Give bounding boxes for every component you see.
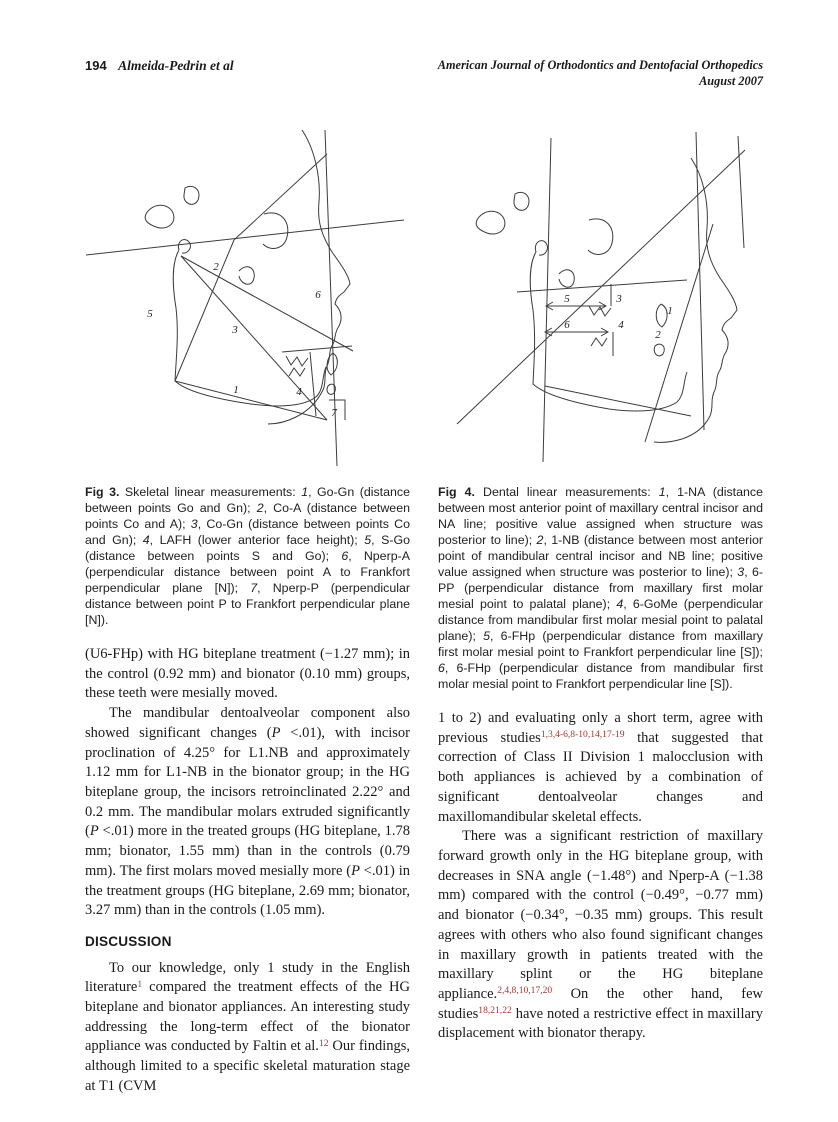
- page-number: 194: [85, 58, 107, 73]
- fig3-pterygoid-shape: [239, 267, 254, 284]
- fig3-label-2: 2: [213, 260, 219, 273]
- fig3-label-4: 4: [296, 385, 302, 398]
- fig3-porion-shape: [145, 205, 174, 228]
- fig3-upper-molars-path: [286, 356, 308, 366]
- paragraph-right-2: There was a significant restriction of maxillary forward growth only in the HG biteplane group, with decreases in SNA angle (−1.48°) and Nperp-A (−1.38 mm) compared with the control (−0.49°, −0.77 mm) and bionator (−0.34°, −0.35 mm) groups. This result agrees with others who also found significant changes in maxillary growth in patients treated with the maxillary splint or the HG biteplane appliance.$^{2,4,8,10,17,20}$ On the other hand, few studies$^{18,21,22}$ have noted a restrictive effect in maxillary displacement with bionator therapy.: [438, 828, 763, 1042]
- fig4-label-3: 3: [616, 292, 622, 305]
- fig4-na-line: [457, 150, 745, 424]
- fig4-orbit-path: [588, 219, 613, 255]
- fig4-image: [438, 124, 760, 472]
- fig4-palatal-plane-line: [517, 280, 687, 292]
- fig4-upper-molars-path: [589, 306, 611, 316]
- fig3-label-3: 3: [232, 323, 238, 336]
- fig3-upper-incisor-path: [327, 353, 337, 375]
- fig4-caption: Fig 4. Dental linear measurements: 1, 1-NA (distance between most anterior point of maxillary central incisor and NA line; positive value assigned when structure was posterior to line); 2, 1-NB (distance between most anterior point of mandibular central incisor and NB line; positive value assigned when structure was posterior to line); 3, 6-PP (perpendicular distance from maxillary first molar mesial point to palatal plane); 4, 6-GoMe (perpendicular distance from mandibular first molar mesial point to palatal plane); 5, 6-FHp (perpendicular distance from maxillary first molar mesial point to Frankfort perpendicular line [S]); 6, 6-FHp (perpendicular distance from mandibular first molar mesial point to Frankfort perpendicular line [S]).: [438, 484, 764, 691]
- left-column: [85, 124, 410, 1097]
- left-column-body: [85, 645, 410, 1097]
- fig4-cephalometric-tracing: [438, 124, 760, 472]
- fig3-co-a-line: [181, 256, 353, 351]
- paragraph-left-2: The mandibular dentoalveolar component also showed significant changes (P <.01), with incisor proclination of 4.25° for L1.NB and approximately 1.12 mm for L1-NB in the bionator group; in the HG biteplane group, the incisors retroinclinated 2.22° and 0.2 mm. The mandibular molars extruded significantly (P <.01) more in the treated groups (HG biteplane, 1.78 mm; bionator, 1.55 mm) than in the controls (0.79 mm). The first molars moved mesially more (P <.01) in the treatment groups (HG biteplane, 2.69 mm; bionator, 3.27 mm) than in the controls (1.05 mm).: [85, 705, 410, 919]
- fig4-label-5: 5: [564, 292, 570, 305]
- fig3-anatomy-group: [145, 130, 352, 424]
- paragraph-right-1: 1 to 2) and evaluating only a short term, agree with previous studies$^{1,3,4-6,8-10,14,17-19}$ that suggested that correction of Class II Division 1 malocclusion with both appliances is achieved by a combination of significant dentoalveolar changes and maxillomandibular skeletal effects.: [438, 709, 763, 825]
- fig3-sn-line: [234, 154, 327, 240]
- fig4-label-6: 6: [564, 318, 570, 331]
- fig3-measurement-lines-group: [86, 130, 404, 466]
- fig4-lower-molars-path: [591, 338, 607, 346]
- fig3-cephalometric-tracing: [85, 124, 407, 472]
- right-column: [438, 124, 763, 1097]
- journal-title: American Journal of Orthodontics and Dentofacial Orthopedics: [437, 58, 763, 72]
- paragraph-left-1: (U6-FHp) with HG biteplane treatment (−1.27 mm); in the control (0.92 mm) and bionator (0.10 mm) groups, these teeth were mesially moved.: [85, 645, 410, 702]
- two-column-area: [85, 124, 763, 1097]
- fig3-s-go-line: [175, 240, 234, 381]
- fig3-frankfort-plane-line: [86, 220, 404, 255]
- fig3-lower-molars-path: [289, 368, 305, 376]
- fig3-image: [85, 124, 407, 472]
- page-content: [85, 58, 763, 1097]
- fig3-label-6: 6: [315, 288, 321, 301]
- fig3-soft-tissue-profile-path: [268, 130, 350, 424]
- fig3-sella-shape: [184, 186, 199, 204]
- paragraph-left-3: To our knowledge, only 1 study in the English literature$^1$ compared the treatment effects of the HG biteplane and bionator appliances. An interesting study addressing the long-term effect of the bionator appliance was conducted by Faltin et al.$^{12}$ Our findings, although limited to a specific skeletal maturation stage at T1 (CVM: [85, 959, 410, 1094]
- fig4-porion-shape: [476, 211, 505, 234]
- fig4-sella-shape: [514, 192, 529, 210]
- fig4-gome-line: [545, 386, 691, 416]
- running-head-authors: Almeida-Pedrin et al: [118, 58, 234, 73]
- fig3-orbit-path: [263, 213, 288, 249]
- fig3-caption: Fig 3. Skeletal linear measurements: 1, Go-Gn (distance between points Go and Gn); 2, Co-A (distance between points Co and A); 3, Co-Gn (distance between points Co and Gn); 4, LAFH (lower anterior face height); 5, S-Go (distance between points S and Go); 6, Nperp-A (perpendicular distance between point A to Frankfort perpendicular plane [N]); 7, Nperp-P (perpendicular distance between point P to Frankfort perpendicular plane [N]).: [85, 484, 410, 627]
- fig3-go-gn-line: [175, 381, 327, 420]
- fig3-condyle-path: [178, 240, 190, 254]
- fig4-frankfort-perpendicular-line: [543, 138, 551, 462]
- right-column-body: [438, 709, 763, 1044]
- fig3-co-gn-line: [181, 256, 327, 420]
- fig3-labels-group: [147, 261, 337, 419]
- running-head-right: [438, 58, 763, 90]
- fig4-pterygoid-shape: [559, 270, 574, 287]
- fig4-label-2: 2: [655, 328, 661, 341]
- page-header: [85, 58, 763, 90]
- fig4-upper-incisor-path: [656, 304, 667, 327]
- fig3-palatal-plane-line: [282, 346, 352, 352]
- fig4-lower-incisor-path: [654, 344, 664, 356]
- fig3-label-1: 1: [233, 383, 239, 396]
- fig4-right-vertical-line: [738, 136, 744, 248]
- fig4-soft-tissue-profile-path: [654, 158, 737, 442]
- fig4-condyle-path: [535, 241, 547, 256]
- journal-issue-date: August 2007: [699, 73, 763, 88]
- fig4-label-4: 4: [618, 318, 624, 331]
- fig4-label-1: 1: [667, 304, 673, 317]
- running-head-left: [85, 58, 234, 74]
- fig3-label-5: 5: [147, 307, 153, 320]
- section-heading-discussion: DISCUSSION: [85, 934, 172, 950]
- fig3-label-7: 7: [331, 406, 337, 419]
